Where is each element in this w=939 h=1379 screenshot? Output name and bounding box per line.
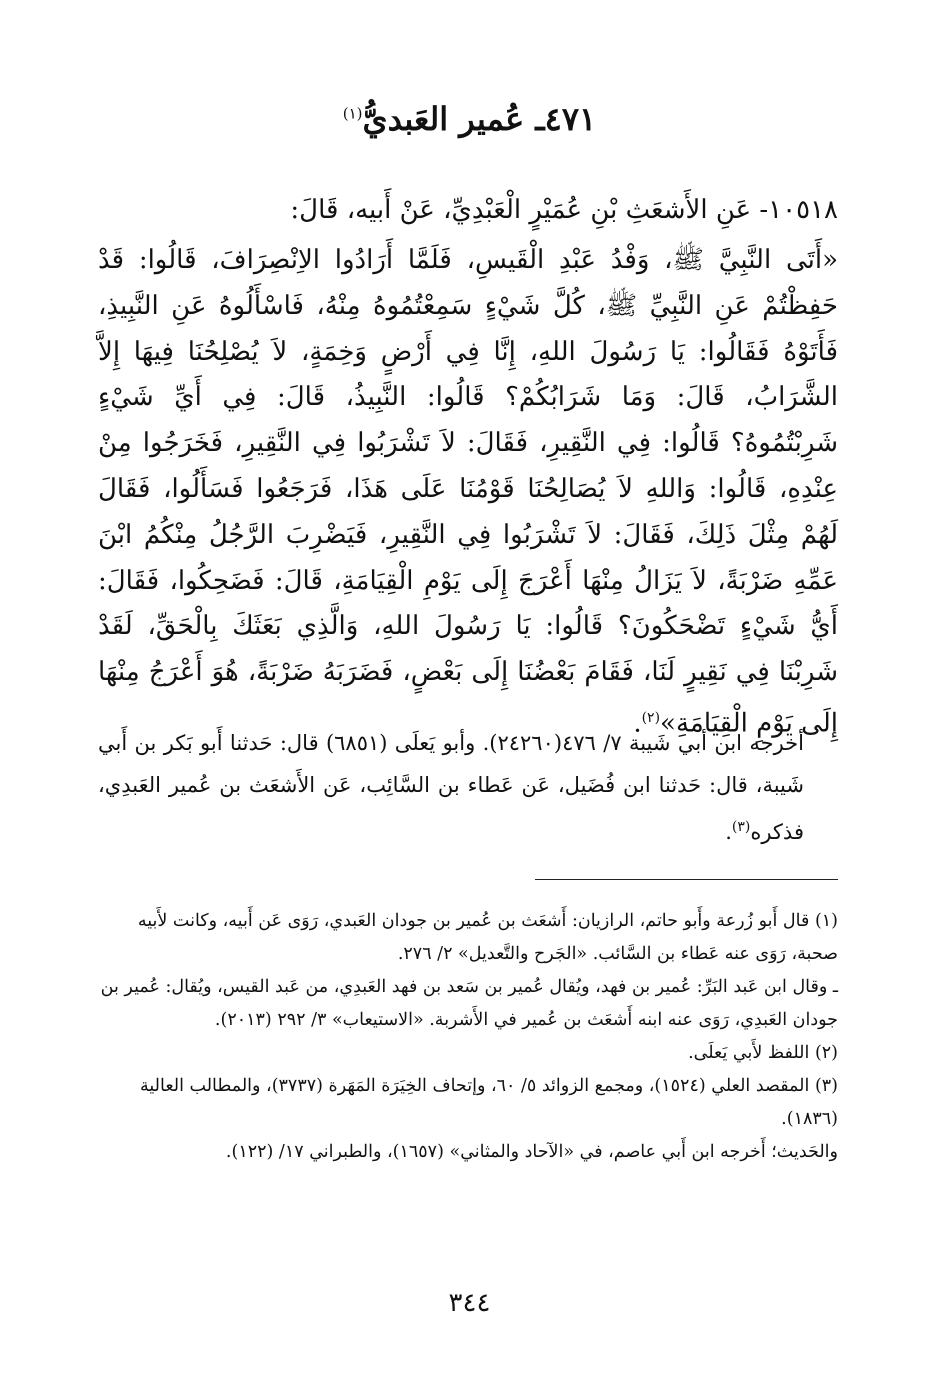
footnote-text: ـ وقال ابن عَبد البَرِّ: عُمير بن فهد، ويُقال عُمير بن سَعد بن فهد العَبدِي، من عَبد القيس، ويُقال: عُمير بن جودان العَبدِي، رَوَى عنه ابنه أَشعَث بن عُمير في الأَشربة. «الاستيعاب» ٣/ ٢٩٢ (٢٠١٣). bbox=[100, 977, 838, 1030]
footnote-1-continuation bbox=[98, 971, 838, 1037]
hadith-isnad bbox=[98, 190, 838, 230]
footnote-number: (١) bbox=[814, 911, 838, 931]
footnote-number: (٢) bbox=[814, 1043, 838, 1063]
takhrij-paragraph bbox=[98, 722, 838, 853]
footnote-text: المقصد العلي (١٥٢٤)، ومجمع الزوائد ٥/ ٦٠، وإتحاف الخِيَرَة المَهَرة (٣٧٣٧)، والمطالب العالية (١٨٣٦). bbox=[140, 1076, 838, 1129]
footnotes-section bbox=[98, 905, 838, 1169]
footnote-separator bbox=[535, 879, 838, 880]
footnote-ref-3: (٣) bbox=[731, 819, 751, 835]
chapter-title-text: ٤٧١ـ عُمير العَبديُّ bbox=[362, 100, 597, 138]
takhrij-end: . bbox=[725, 820, 732, 844]
takhrij-text: أخرجه ابن أبي شَيبة ٧/ ٤٧٦(٢٤٢٦٠). وأبو يَعلَى (٦٨٥١) قال: حَدثنا أَبو بَكر بن أَبي شَيبة، قال: حَدثنا ابن فُضَيل، عَن عَطاء بن السَّائِب، عَن الأَشعَث بن عُمير العَبدِي، فذكره bbox=[98, 731, 804, 844]
hadith-matn-text: «أَتَى النَّبِيَّ ﷺ، وَفْدُ عَبْدِ الْقَيسِ، فَلَمَّا أَرَادُوا الاِنْصِرَافَ، قَالُوا: قَدْ حَفِظْتُمْ عَنِ النَّبِيِّ ﷺ، كُلَّ شَيْءٍ سَمِعْتُمُوهُ مِنْهُ، فَاسْأَلُوهُ عَنِ النَّبِيذِ، فَأَتَوْهُ فَقَالُوا: يَا رَسُولَ اللهِ، إِنَّا فِي أَرْضٍ وَخِمَةٍ، لاَ يُصْلِحُنَا فِيهَا إِلاَّ الشَّرَابُ، قَالَ: وَمَا شَرَابُكُمْ؟ قَالُوا: النَّبِيذُ، قَالَ: فِي أَيِّ شَيْءٍ شَرِبْتُمُوهُ؟ قَالُوا: فِي النَّقِيرِ، فَقَالَ: لاَ تَشْرَبُوا فِي النَّقِيرِ، فَخَرَجُوا مِنْ عِنْدِهِ، قَالُوا: وَاللهِ لاَ يُصَالِحُنَا قَوْمُنَا عَلَى هَذَا، فَرَجَعُوا فَسَأَلُوا، فَقَالَ لَهُمْ مِثْلَ ذَلِكَ، فَقَالَ: لاَ تَشْرَبُوا فِي النَّقِيرِ، فَيَضْرِبَ الرَّجُلُ مِنْكُمُ ابْنَ عَمِّهِ ضَرْبَةً، لاَ يَزَالُ مِنْهَا أَعْرَجَ إِلَى يَوْمِ الْقِيَامَةِ، قَالَ: فَضَحِكُوا، فَقَالَ: أَيُّ شَيْءٍ تَضْحَكُونَ؟ قَالُوا: يَا رَسُولَ اللهِ، وَالَّذِي بَعَثَكَ بِالْحَقِّ، لَقَدْ شَرِبْنَا فِي نَقِيرٍ لَنَا، فَقَامَ بَعْضُنَا إِلَى بَعْضٍ، فَضَرَبَهُ ضَرْبَةً، هُوَ أَعْرَجُ مِنْهَا إِلَى يَوْمِ الْقِيَامَةِ» bbox=[98, 245, 838, 739]
footnote-2 bbox=[98, 1037, 838, 1070]
hadith-isnad-text: ١٠٥١٨- عَنِ الأَشعَثِ بْنِ عُمَيْرٍ الْعَبْدِيِّ، عَنْ أَبيه، قَالَ: bbox=[290, 195, 838, 225]
chapter-title bbox=[0, 100, 939, 138]
footnote-1 bbox=[98, 905, 838, 971]
page-number: ٣٤٤ bbox=[448, 1288, 491, 1318]
hadith-matn bbox=[98, 238, 838, 747]
footnote-text: قال أَبو زُرعة وأَبو حاتم، الرازيان: أَشعَث بن عُمير بن جودان العَبدي، رَوَى عَن أَبيه، وكانت لأَبيه صحبة، رَوَى عنه عَطاء بن السَّائب. «الجَرح والتَّعديل» ٢/ ٢٧٦. bbox=[137, 911, 838, 964]
footnote-3 bbox=[98, 1070, 838, 1136]
footnote-number: (٣) bbox=[814, 1076, 838, 1096]
footnote-text: والحَديث؛ أَخرجه ابن أَبي عاصم، في «الآحاد والمثاني» (١٦٥٧)، والطبراني ١٧/ (١٢٢). bbox=[225, 1142, 838, 1162]
hadith-matn-end: . bbox=[633, 708, 642, 739]
footnote-ref-2: (٢) bbox=[641, 709, 661, 726]
footnote-ref-1: (١) bbox=[342, 104, 363, 123]
footnote-3-continuation bbox=[98, 1136, 838, 1169]
footnote-text: اللفظ لأَبي يَعلَى. bbox=[688, 1043, 810, 1063]
